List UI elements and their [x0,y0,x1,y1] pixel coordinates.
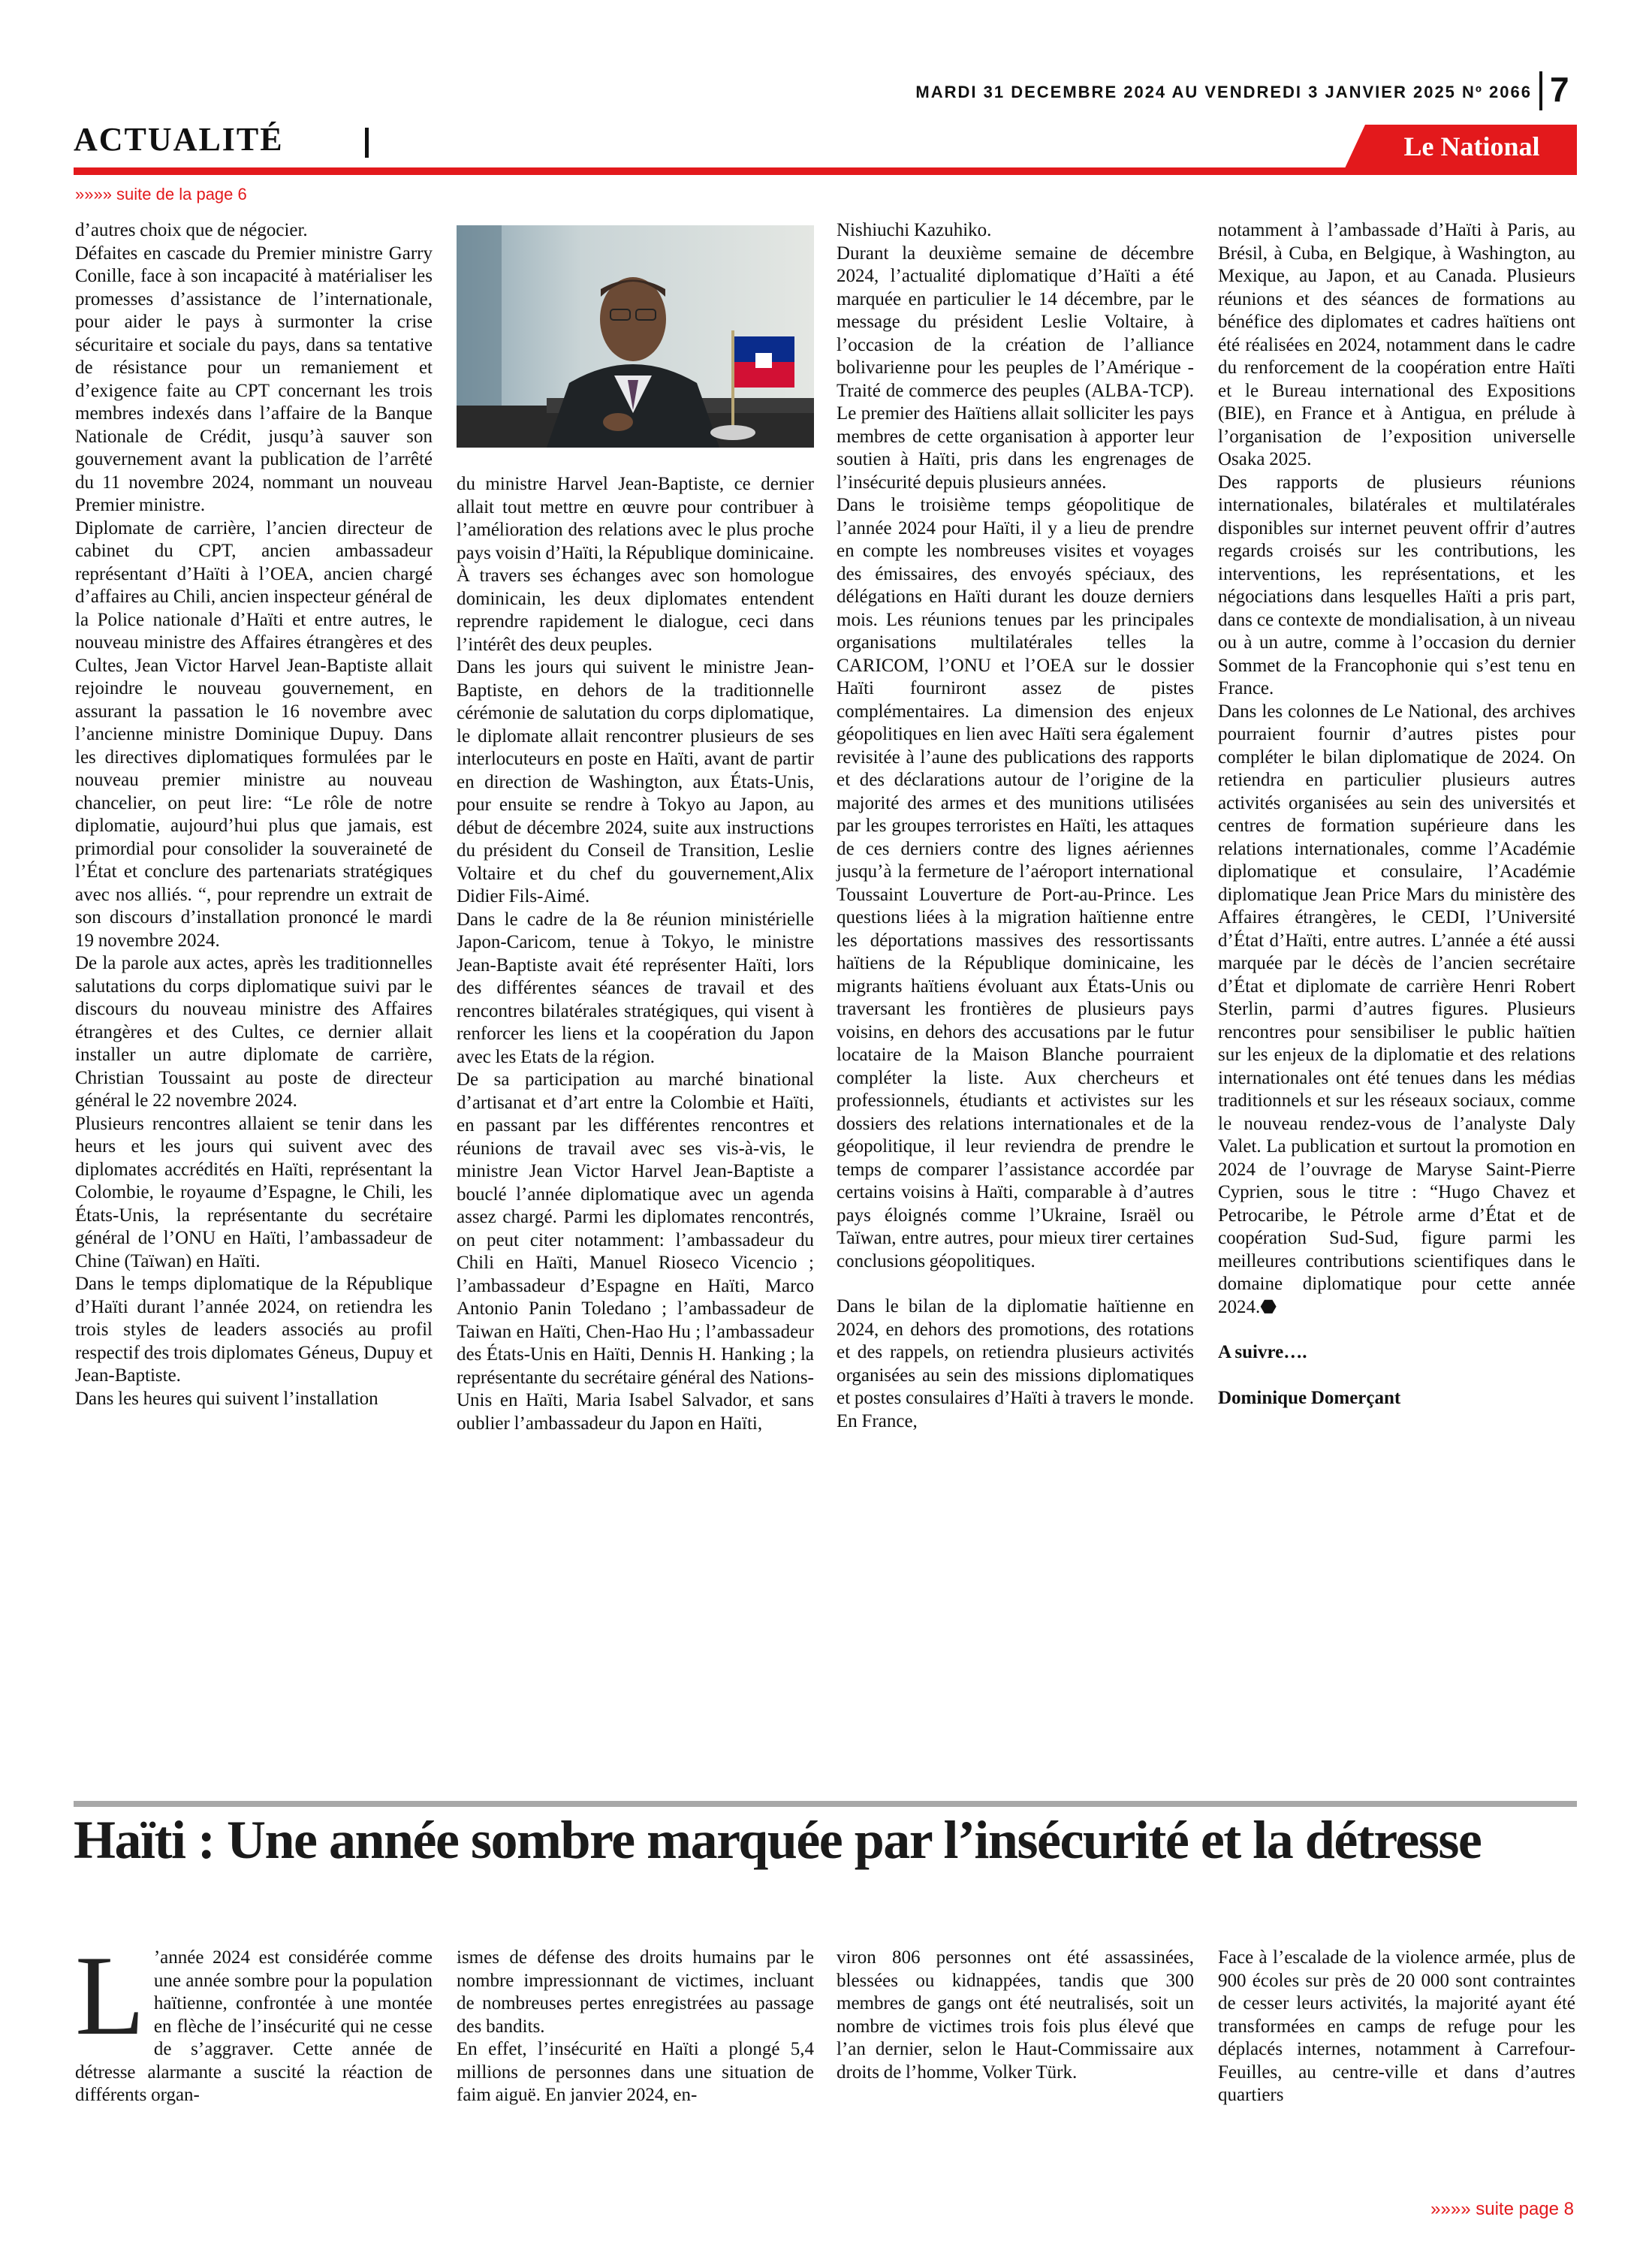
paragraph [75,1932,433,2107]
paragraph [1218,701,1575,1320]
paragraph: De la parole aux actes, après les traditionnelles salutations du corps diplomatique suivi par le discours du nouveau ministre des Affaires étrangères et des Cultes, ce dernier allait installer un autre diplomate de carrière, Christian Toussaint au poste de directeur général le 22 novembre 2024. [75,953,433,1111]
continued-to-link[interactable]: »»»» suite page 8 [1430,2199,1574,2219]
section-title: ACTUALITÉ [74,121,284,158]
paragraph: De sa participation au marché binational d’artisanat et d’art entre la Colombie et Haïti, en passant par les différentes rencontres et réunions de travail avec ses vis-à-vis, le ministre Jean Victor Harvel Jean-Baptiste a bouclé l’année diplomatique avec un agenda assez chargé. Parmi les diplomates rencontrés, on peut citer notamment: l’ambassadeur du Chili en Haïti, Manuel Rioseco Vicencio ; l’ambassadeur d’Espagne en Haïti, Marco Antonio Panin Toledano ; l’ambassadeur de Taiwan en Haïti, Chen-Hao Hu ; l’ambassadeur des États-Unis en Haïti, Dennis H. Hanking ; la représentante du secrétaire général des Nations-Unis en Haïti, Maria Isabel Salvador, et sans oublier l’ambassadeur du Japon en Haïti, [457,1069,814,1434]
paragraph: Défaites en cascade du Premier ministre Garry Conille, face à son incapacité à matérialiser les promesses d’assistance de l’internationale, pour aider le pays à surmonter la crise sécuritaire et sociale du pays, dans sa tentative de résistance pour un remaniement et d’exigence faite au CPT concernant les trois membres indexés dans l’affaire de la Banque Nationale de Crédit, jusqu’à sauver son gouvernement avant la publication de l’arrêté du 11 novembre 2024, nommant un nouveau Premier ministre. [75,243,433,515]
author-byline: Dominique Domerçant [1218,1387,1401,1408]
paragraph: Dans le temps diplomatique de la République d’Haïti durant l’année 2024, on retiendra les trois styles de leaders associés au profil respectif des trois diplomates Géneus, Dupuy et Jean-Baptiste. [75,1274,433,1386]
article-column-2 [457,473,814,1435]
minister-photo [457,225,814,448]
issue-date-line: MARDI 31 DECEMBRE 2024 AU VENDREDI 3 JANVIER 2025 Nº 2066 [915,83,1532,101]
article-headline: Haïti : Une année sombre marquée par l’insécurité et la détresse [74,1810,1482,1870]
paragraph: En effet, l’insécurité en Haïti a plongé 5,4 millions de personnes dans une situation de faim aiguë. En janvier 2024, en- [457,2039,814,2105]
page-number-divider [1539,71,1542,110]
paragraph: du ministre Harvel Jean-Baptiste, ce dernier allait tout mettre en œuvre pour contribuer à l’amélioration des relations avec le plus proche pays voisin d’Haïti, la République dominicaine. À travers ses échanges avec son homologue dominicain, les deux diplomates entendent reprendre rapidement le dialogue, ceci dans l’intérêt des deux peuples. [457,474,814,655]
article2-column-3 [837,1947,1194,2084]
paragraph: Plusieurs rencontres allaient se tenir dans les heurs et les jours qui suivent avec des diplomates accrédités en Haïti, représentant la Colombie, le royaume d’Espagne, le Chili, les États-Unis, la représentante du secrétaire général de l’ONU en Haïti, l’ambassadeur de Chine (Taïwan) en Haïti. [75,1113,433,1271]
paragraph: Dans les heures qui suivent l’installation [75,1388,378,1409]
paragraph: ismes de défense des droits humains par le nombre impressionnant de victimes, incluant de nombreuses pertes enregistrées au passage des bandits. [457,1947,814,2037]
paragraph: Des rapports de plusieurs réunions internationales, bilatérales et multilatérales disponibles sur internet peuvent offrir d’autres regards croisés sur les contributions, les interventions, les représentations, et les négociations dans lesquelles Haïti a pris part, dans ce contexte de mondialisation, à un niveau ou à un autre, comme à l’occasion du dernier Sommet de la Francophonie qui s’est tenu en France. [1218,472,1575,698]
brand-name: Le National [1403,131,1540,161]
paragraph: Durant la deuxième semaine de décembre 2024, l’actualité diplomatique d’Haïti a été marquée en particulier le 14 décembre, par le message du président Leslie Voltaire, à l’occasion de la création de l’alliance bolivarienne pour les peuples de l’Amérique -Traité de commerce des peuples (ALBA-TCP). Le premier des Haïtiens allait solliciter les pays membres de cette organisation à apporter leur soutien à Haïti, pris dans les engrenages de l’insécurité depuis plusieurs années. [837,243,1194,493]
drop-cap: L [75,1932,145,2058]
article-column-4 [1218,219,1575,1410]
section-divider [365,128,369,158]
end-mark-icon: ⬣ [1260,1296,1277,1317]
article-separator [74,1801,1577,1807]
paragraph: Nishiuchi Kazuhiko. [837,220,992,240]
paragraph: notamment à l’ambassade d’Haïti à Paris, au Brésil, à Cuba, en Belgique, à Washington, au Mexique, au Japon, et au Canada. Plusieurs réunions et des séances de formations au bénéfice des diplomates et cadres haïtiens ont été réalisées en 2024, notamment dans le cadre du renforcement de la coopération entre Haïti et le Bureau international des Expositions (BIE), en France et à Antigua, en prélude à l’organisation de l’exposition universelle Osaka 2025. [1218,220,1575,469]
paragraph: Diplomate de carrière, l’ancien directeur de cabinet du CPT, ancien ambassadeur représentant d’Haïti à l’OEA, ancien chargé d’affaires au Chili, ancien inspecteur général de la Police nationale d’Haïti et entre autres, le nouveau ministre des Affaires étrangères et des Cultes, Jean Victor Harvel Jean-Baptiste allait rejoindre le nouveau gouvernement, en assurant la passation le 16 novembre avec l’ancienne ministre Dominique Dupuy. Dans les directives diplomatiques formulées par le nouveau premier ministre au nouveau chancelier, on peut lire: “Le rôle de notre diplomatie, aujourd’hui plus que jamais, est primordial pour consolider la souveraineté de l’État et conclure des partenariats stratégiques avec nos alliés. “, pour reprendre un extrait de son discours d’installation prononcé le mardi 19 novembre 2024. [75,517,433,951]
paragraph: Dans le troisième temps géopolitique de l’année 2024 pour Haïti, il y a lieu de prendre en compte les nombreuses visites et voyages des émissaires, des envoyés spéciaux, des délégations en Haïti durant les douze derniers mois. Les réunions tenues par les principales organisations multilatérales telles la CARICOM, l’ONU et l’OEA sur le dossier Haïti fourniront assez de pistes complémentaires. La dimension des enjeux géopolitiques en lien avec Haïti sera également revisitée à l’aune des publications des rapports et des déclarations autour de l’origine de la majorité des armes et des munitions utilisées par les groupes terroristes en Haïti, les attaques de ces derniers contre des lignes aériennes jusqu’à la fermeture de l’aéroport international Toussaint Louverture de Port-au-Prince. Les questions liées à la migration haïtienne entre les déportations massives des ressortissants haïtiens de la République dominicaine, les migrants haïtiens évoluant aux États-Unis ou traversant les frontières de plusieurs pays voisins, en dehors des accusations par le futur locataire de la Maison Blanche pourraient compléter la liste. Aux chercheurs et professionnels, étudiants et activistes sur les dossiers des relations internationales et de la géopolitique, il leur reviendra de prendre le temps de comparer l’assistance accordée par certains voisins à Haïti, comparable à d’autres pays éloignés comme l’Ukraine, Israël ou Taïwan, entre autres, pour mieux tirer certaines conclusions géopolitiques. [837,495,1194,1271]
paragraph: Dans le cadre de la 8e réunion ministérielle Japon-Caricom, tenue à Tokyo, le ministre Jean-Baptiste avait été représenter Haïti, lors des différentes séances de travail et des rencontres bilatérales stratégiques, qui visent à renforcer les liens et la coopération du Japon avec les Etats de la région. [457,909,814,1067]
paragraph: d’autres choix que de négocier. [75,220,308,240]
article-column-1 [75,219,433,1410]
page-number: 7 [1550,70,1569,109]
article2-column-1 [75,1932,433,2107]
paragraph: Dans le bilan de la diplomatie haïtienne en 2024, en dehors des promotions, des rotations et des rappels, on retiendra plusieurs activités organisées au sein des missions diplomatiques et postes consulaires d’Haïti à travers le monde. En France, [837,1296,1194,1431]
paragraph-text: Dans les colonnes de Le National, des archives pourraient fournir d’autres pistes pour compléter le bilan diplomatique de 2024. On retiendra en particulier plusieurs autres activités organisées au sein des universités et centres de formation supérieure dans les relations internationales, comme l’Académie diplomatique et consulaire, l’Académie diplomatique Jean Price Mars du ministère des Affaires étrangères, le CEDI, l’Université d’État d’Haïti, entre autres. L’année a été aussi marquée par le décès de l’ancien secrétaire d’État et diplomate de carrière Henri Robert Sterlin, parmi d’autres figures. Plusieurs rencontres pour sensibiliser le public haïtien sur les enjeux de la diplomatie et des relations internationales ont été tenues dans les médias traditionnels et sur les réseaux sociaux, comme le nouveau rendez-vous de l’analyste Daly Valet. La publication et surtout la promotion en 2024 de l’ouvrage de Maryse Saint-Pierre Cyprien, sous le titre : “Hugo Chavez et Petrocaribe, le Pétrole arme d’État et de coopération Sud-Sud, figure parmi les meilleures contributions scientifiques dans le domaine diplomatique pour cette année 2024. [1218,701,1575,1317]
lead-text: ’année 2024 est considérée comme une année sombre pour la population haïtienne, confrontée à une montée en flèche de l’insécurité qui ne cesse de s’aggraver. Cette année de détresse alarmante a suscité la réaction de différents organ- [75,1947,433,2105]
article-column-3 [837,219,1194,1433]
article2-column-2 [457,1947,814,2107]
paragraph: Dans les jours qui suivent le ministre Jean-Baptiste, en dehors de la traditionnelle cérémonie de salutation du corps diplomatique, le diplomate allait rencontrer plusieurs de ses interlocuteurs en poste en Haïti, avant de partir en direction de Washington, aux États-Unis, pour ensuite se rendre à Tokyo au Japon, au début de décembre 2024, suite aux instructions du président du Conseil de Transition, Leslie Voltaire et du chef du gouvernement,Alix Didier Fils-Aimé. [457,657,814,906]
article2-column-4 [1218,1947,1575,2107]
paragraph: viron 806 personnes ont été assassinées, blessées ou kidnappées, tandis que 300 membres de gangs ont été neutralisés, soit un nombre de victimes trois fois plus élevé que l’an dernier, selon le Haut-Commissaire aux droits de l’homme, Volker Türk. [837,1947,1194,2083]
paragraph: Face à l’escalade de la violence armée, plus de 900 écoles sur près de 20 000 sont contraintes de cesser leurs activités, la majorité ayant été transformées en camps de refuge pour les déplacés internes, notamment à Carrefour-Feuilles, au centre-ville et dans d’autres quartiers [1218,1947,1575,2105]
continued-from-link[interactable]: »»»» suite de la page 6 [75,185,247,204]
to-follow-note: A suivre…. [1218,1342,1307,1362]
minister-photo-image [457,225,814,448]
